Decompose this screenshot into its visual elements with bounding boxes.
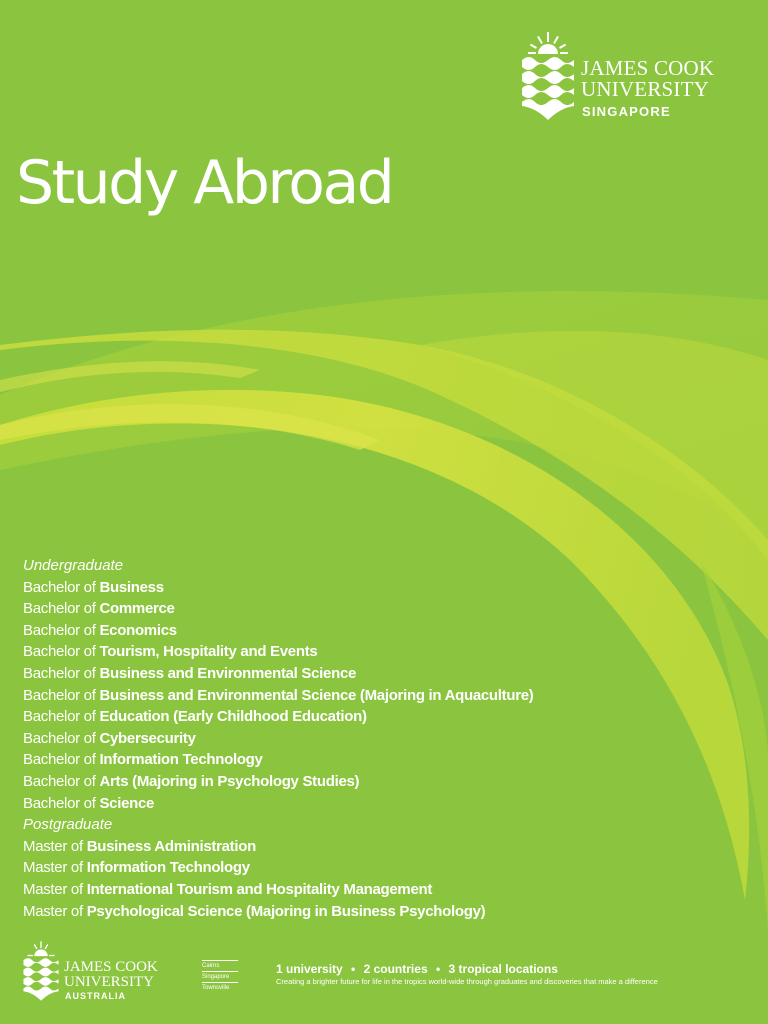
postgraduate-heading: Postgraduate xyxy=(23,816,113,834)
degree-level: Master of xyxy=(23,880,83,898)
tagline-main xyxy=(276,961,658,977)
jcu-australia-logo xyxy=(22,940,182,1004)
degree-level: Bachelor of xyxy=(23,600,96,618)
jcu-singapore-logo xyxy=(520,30,730,122)
jcu-sun-waves-icon xyxy=(520,30,576,122)
campus-subtitle: SINGAPORE xyxy=(582,104,671,119)
undergraduate-heading: Undergraduate xyxy=(23,557,124,574)
degree-field: Arts (Majoring in Psychology Studies) xyxy=(99,772,360,790)
program-item xyxy=(23,749,723,771)
degree-field: Education (Early Childhood Education) xyxy=(99,708,367,726)
program-item xyxy=(23,728,723,750)
campus-item: Townsville xyxy=(202,982,238,993)
university-name: JAMES COOK UNIVERSITY xyxy=(581,56,715,101)
degree-level: Bachelor of xyxy=(23,578,96,596)
postgraduate-program-list xyxy=(23,836,723,922)
program-item xyxy=(23,901,723,923)
campus-item: Cairns xyxy=(202,960,238,971)
tagline-description: Creating a brighter future for life in the tropics world-wide through graduates and discoveries that make a difference xyxy=(276,977,658,986)
degree-field: Tourism, Hospitality and Events xyxy=(99,643,318,661)
campus-list xyxy=(202,960,238,993)
country-subtitle: AUSTRALIA xyxy=(65,991,126,1001)
degree-field: Business and Environmental Science (Majoring in Aquaculture) xyxy=(99,686,534,704)
page-title: Study Abroad xyxy=(16,148,393,218)
footer-tagline xyxy=(276,961,658,987)
tagline-separator: • xyxy=(435,962,441,976)
degree-field: Business Administration xyxy=(86,837,256,855)
degree-level: Bachelor of xyxy=(23,686,96,704)
degree-field: Information Technology xyxy=(86,859,250,877)
program-item xyxy=(23,857,723,879)
degree-level: Bachelor of xyxy=(23,772,96,790)
program-item xyxy=(23,685,723,707)
tagline-part: 3 tropical locations xyxy=(448,962,558,976)
program-item xyxy=(23,641,723,663)
program-item xyxy=(23,620,723,642)
degree-field: Business xyxy=(99,578,164,596)
campus-item: Singapore xyxy=(202,971,238,982)
degree-field: Business and Environmental Science xyxy=(99,664,357,682)
program-list xyxy=(23,555,723,922)
program-item xyxy=(23,793,723,815)
degree-level: Bachelor of xyxy=(23,621,96,639)
jcu-sun-waves-icon xyxy=(22,940,60,1002)
tagline-part: 2 countries xyxy=(363,962,428,976)
degree-field: Cybersecurity xyxy=(99,729,196,747)
program-item xyxy=(23,663,723,685)
degree-level: Bachelor of xyxy=(23,794,96,812)
degree-field: Economics xyxy=(99,621,177,639)
degree-level: Master of xyxy=(23,902,83,920)
degree-level: Bachelor of xyxy=(23,729,96,747)
tagline-part: 1 university xyxy=(276,962,343,976)
degree-level: Bachelor of xyxy=(23,751,96,769)
program-item xyxy=(23,836,723,858)
degree-field: Commerce xyxy=(99,600,175,618)
program-item xyxy=(23,706,723,728)
degree-level: Bachelor of xyxy=(23,643,96,661)
undergraduate-program-list xyxy=(23,577,723,815)
degree-field: International Tourism and Hospitality Management xyxy=(86,880,433,898)
program-item xyxy=(23,577,723,599)
degree-level: Bachelor of xyxy=(23,664,96,682)
degree-level: Bachelor of xyxy=(23,708,96,726)
program-item xyxy=(23,598,723,620)
degree-field: Information Technology xyxy=(99,751,263,769)
degree-level: Master of xyxy=(23,859,83,877)
program-item xyxy=(23,879,723,901)
degree-field: Psychological Science (Majoring in Business Psychology) xyxy=(86,902,486,920)
degree-field: Science xyxy=(99,794,155,812)
program-item xyxy=(23,771,723,793)
degree-level: Master of xyxy=(23,837,83,855)
tagline-separator: • xyxy=(351,962,356,976)
university-name: JAMES COOK UNIVERSITY xyxy=(64,959,158,990)
